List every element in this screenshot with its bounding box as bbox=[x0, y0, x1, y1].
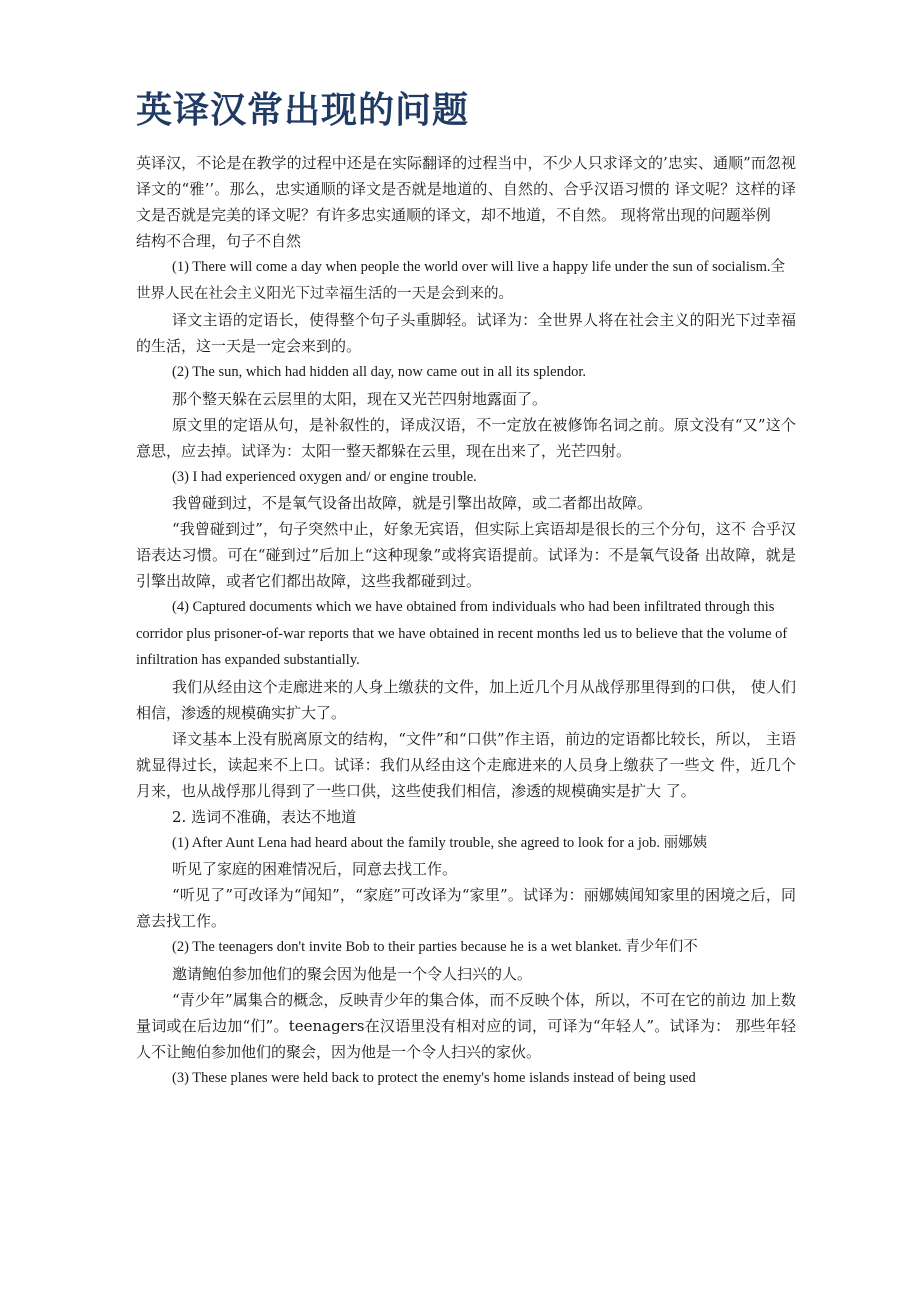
paragraph: 译文基本上没有脱离原文的结构，“文件”和“口供”作主语，前边的定语都比较长，所以， 主语就显得过长，读起来不上口。试译：我们从经由这个走廊进来的人员身上缴获了一些文 件，近几个月来，也从战俘那儿得到了一些口供，这些使我们相信，渗透的规模确实是扩大 了。 bbox=[136, 729, 796, 800]
document-body bbox=[136, 150, 796, 1091]
paragraph: 译文主语的定语长，使得整个句子头重脚轻。试译为：全世界人将在社会主义的阳光下过幸福的生活，这一天是一定会来到的。 bbox=[136, 311, 796, 355]
paragraph: 我们从经由这个走廊进来的人身上缴获的文件，加上近几个月从战俘那里得到的口供， 使人们相信，渗透的规模确实扩大了。 bbox=[136, 677, 796, 722]
paragraph: (2) The sun, which had hidden all day, now came out in all its splendor. bbox=[172, 364, 586, 380]
paragraph: 英译汉，不论是在教学的过程中还是在实际翻译的过程当中，不少人只求译文的’忠实、通顺”而忽视译文的“雅’’。那么，忠实通顺的译文是否就是地道的、自然的、合乎汉语习惯的 译文呢？这样的译文是否就是完美的译文呢？有许多忠实通顺的译文，却不地道，不自然。 现将常出现的问题举例 bbox=[136, 154, 796, 224]
paragraph: “我曾碰到过”，句子突然中止，好象无宾语，但实际上宾语却是很长的三个分句，这不 合乎汉语表达习惯。可在“碰到过”后加上“这种现象”或将宾语提前。试译为：不是氧气设备 出故障，就是引擎出故障，或者它们都出故障，这些我都碰到过。 bbox=[136, 520, 796, 590]
page-title: 英译汉常出现的问题 bbox=[136, 89, 470, 131]
paragraph: “听见了”可改译为“闻知”，“家庭”可改译为“家里”。试译为：丽娜姨闻知家里的困境之后，同意去找工作。 bbox=[136, 886, 796, 930]
paragraph: (1) After Aunt Lena had heard about the family trouble, she agreed to look for a job. 丽娜姨 bbox=[172, 834, 708, 851]
paragraph: (2) The teenagers don't invite Bob to their parties because he is a wet blanket. 青少年们不 bbox=[172, 939, 698, 955]
paragraph: (3) I had experienced oxygen and/ or engine trouble. bbox=[172, 468, 477, 485]
paragraph: (4) Captured documents which we have obtained from individuals who had been infiltrated through this corridor plus prisoner-of-war reports that we have obtained in recent months led us to believe that the volume of infiltration has expanded substantially. bbox=[136, 599, 788, 668]
paragraph: 原文里的定语从句，是补叙性的，译成汉语，不一定放在被修饰名词之前。原文没有“又”这个意思，应去掉。试译为：太阳一整天都躲在云里，现在出来了，光芒四射。 bbox=[136, 415, 796, 460]
paragraph: 那个整天躲在云层里的太阳，现在又光芒四射地露面了。 bbox=[172, 389, 548, 408]
paragraph: 邀请鲍伯参加他们的聚会因为他是一个令人扫兴的人。 bbox=[172, 964, 533, 983]
paragraph: (1) There will come a day when people the world over will live a happy life under the sun of socialism.全世界人民在社会主义阳光下过幸福生活的一天是会到来的。 bbox=[136, 259, 785, 302]
paragraph: (3) These planes were held back to protect the enemy's home islands instead of being used bbox=[172, 1069, 696, 1086]
paragraph: 我曾碰到过，不是氧气设备出故障，就是引擎出故障，或二者都出故障。 bbox=[172, 494, 653, 512]
paragraph: “青少年”属集合的概念，反映青少年的集合体，而不反映个体，所以，不可在它的前边 加上数量词或在后边加“们”。teenagers在汉语里没有相对应的词，可译为“年轻人”。试译为： 那些年轻人不让鲍伯参加他们的聚会，因为他是一个令人扫兴的家伙。 bbox=[136, 990, 796, 1061]
paragraph: 听见了家庭的困难情况后，同意去找工作。 bbox=[172, 860, 458, 878]
paragraph: 2. 选词不准确，表达不地道 bbox=[172, 807, 357, 826]
paragraph: 结构不合理，句子不自然 bbox=[136, 232, 302, 250]
